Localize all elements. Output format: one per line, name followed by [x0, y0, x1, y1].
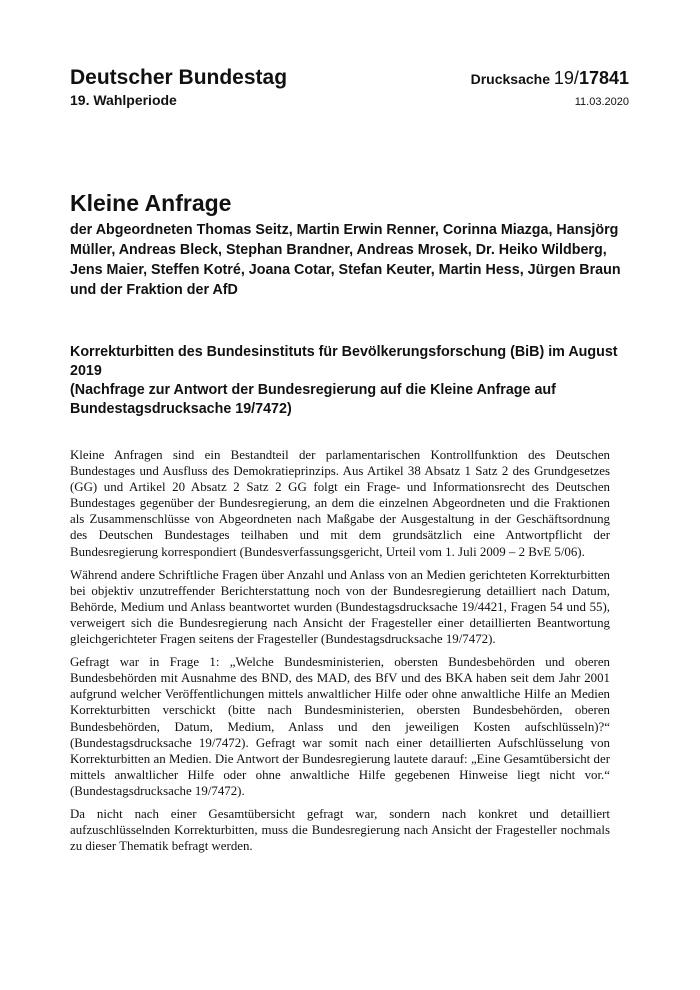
document-header — [70, 66, 629, 108]
authors: der Abgeordneten Thomas Seitz, Martin Erwin Renner, Corinna Miazga, Hansjörg Müller, Andreas Bleck, Stephan Brandner, Andreas Mrosek, Dr. Heiko Wildberg, Jens Maier, Steffen Kotré, Joana Cotar, Stefan Keuter, Martin Hess, Jürgen Braun und der Fraktion der AfD — [70, 222, 621, 298]
document-date: 11.03.2020 — [574, 96, 629, 108]
institution-name: Deutscher Bundestag — [70, 66, 288, 89]
header-row-top — [70, 66, 629, 90]
body-text — [70, 447, 610, 861]
drucksache-reference — [471, 68, 629, 89]
subject-block — [70, 343, 640, 419]
header-row-bottom — [70, 92, 629, 108]
paragraph: Gefragt war in Frage 1: „Welche Bundesministerien, obersten Bundesbehörden und oberen Bundesbehörden mit Ausnahme des BND, des MAD, des BfV und des BKA haben seit dem Jahr 2001 aufgrund welcher Veröffentlichungen mittels anwaltlicher Hilfe oder ohne anwaltliche Hilfe an Medien Korrekturbitten verschickt (bitte nach Bundesministerien, obersten Bundesbehörden, oberen Bundesbehörden, Datum, Medium, Anlass und den jeweiligen Kosten aufschlüsseln)?“ (Bundestagsdrucksache 19/7472). Gefragt war somit nach einer detaillierten Aufschlüsselung von Korrekturbitten an Medien. Die Antwort der Bundesregierung lautete darauf: „Eine Gesamtübersicht der mittels anwaltlicher Hilfe oder ohne anwaltliche Hilfe gegebenen Hinweise liegt nicht vor.“ (Bundestagsdrucksache 19/7472). — [70, 655, 610, 798]
drucksache-prefix: 19/ — [553, 68, 579, 88]
document-kind: Kleine Anfrage — [70, 190, 232, 216]
wahlperiode: 19. Wahlperiode — [70, 92, 177, 108]
paragraph: Kleine Anfragen sind ein Bestandteil der parlamentarischen Kontrollfunktion des Deutschen Bundestages und Ausfluss des Demokratieprinzips. Aus Artikel 38 Absatz 1 Satz 2 des Grundgesetzes (GG) und Artikel 20 Absatz 2 Satz 2 GG folgt ein Frage- und Informationsrecht des Deutschen Bundestages gegenüber der Bundesregierung, an dem die einzelnen Abgeordneten und die Fraktionen als Zusammenschlüsse von Abgeordneten nach Maßgabe der Ausgestaltung in der Geschäftsordnung des Deutschen Bundestages teilhaben und mit dem grundsätzlich eine Antwortpflicht der Bundesregierung korrespondiert (Bundesverfassungsgericht, Urteil vom 1. Juli 2009 – 2 BvE 5/06). — [70, 448, 610, 559]
document-subtitle: (Nachfrage zur Antwort der Bundesregierung auf die Kleine Anfrage auf Bundestagsdrucksache 19/7472) — [70, 382, 556, 417]
drucksache-label: Drucksache — [470, 71, 551, 87]
drucksache-number: 17841 — [578, 68, 629, 88]
paragraph: Während andere Schriftliche Fragen über Anzahl und Anlass von an Medien gerichteten Korrekturbitten bei objektiv unzutreffender Berichterstattung noch von der Bundesregierung detailliert nach Datum, Behörde, Medium und Anlass beantwortet wurden (Bundestagsdrucksache 19/4421, Fragen 54 und 55), verweigert sich die Bundesregierung nach Ansicht der Fragesteller einer detaillierten Beantwortung gleichgerichteter Fragen seitens der Fragesteller (Bundestagsdrucksache 19/7472). — [70, 567, 610, 647]
paragraph: Da nicht nach einer Gesamtübersicht gefragt war, sondern nach konkret und detailliert aufzuschlüsselnden Korrekturbitten, muss die Bundesregierung nach Ansicht der Fragesteller nochmals zu dieser Thematik befragt werden. — [70, 806, 610, 854]
document-title: Korrekturbitten des Bundesinstituts für Bevölkerungsforschung (BiB) im August 2019 — [70, 344, 618, 379]
